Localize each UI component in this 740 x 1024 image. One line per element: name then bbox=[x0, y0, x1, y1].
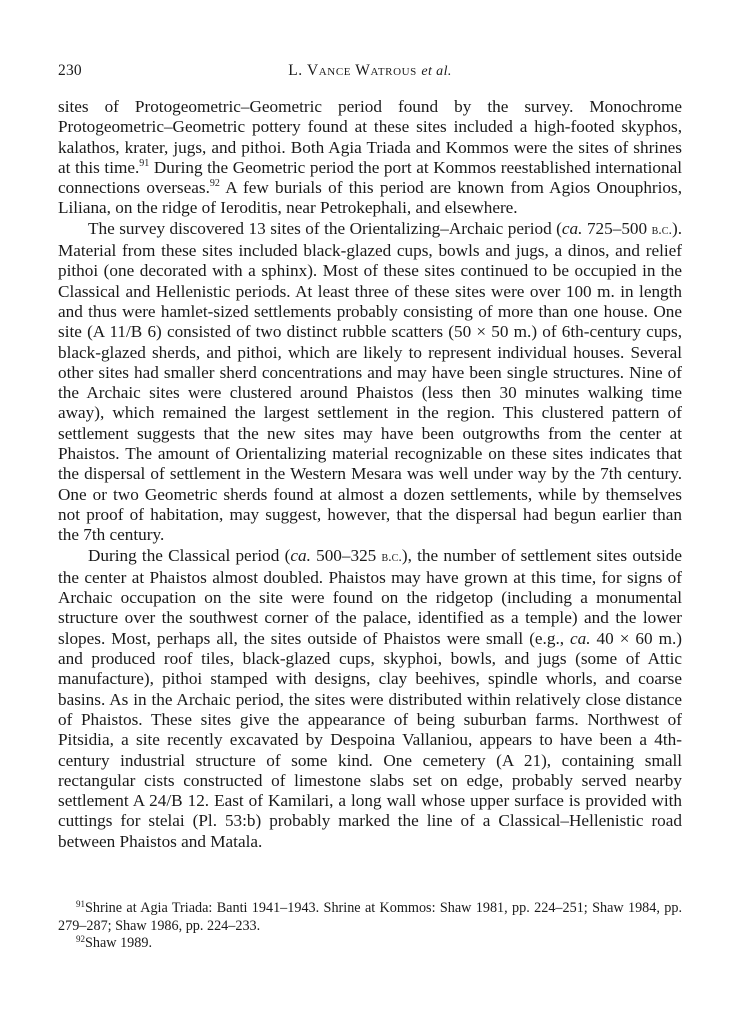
footnote-text: Shaw 1989. bbox=[85, 935, 152, 951]
footnote-ref-92: 92 bbox=[209, 178, 220, 190]
paragraph-2 bbox=[58, 219, 682, 546]
paragraph-3-text-b: 500–325 bbox=[310, 545, 382, 565]
author-name: L. Vance Watrous bbox=[288, 62, 417, 79]
running-head bbox=[58, 62, 682, 82]
era-abbrev: b.c. bbox=[381, 549, 402, 565]
paragraph-1-text-b: During the Geometric period the port at Kommos reestablished international connections overseas. bbox=[58, 157, 682, 198]
paragraph-1 bbox=[58, 97, 682, 219]
paragraph-2-text-a: The survey discovered 13 sites of the Orientalizing–Archaic period ( bbox=[88, 218, 562, 238]
circa-abbrev: ca. bbox=[561, 218, 583, 238]
paragraph-1-text-a: sites of Protogeometric–Geometric period found by the survey. Monochrome Protogeometric–Geometric pottery found at these sites included a high-footed skyphos, kalathos, krater, jugs, and pithoi. Both Agia Triada and Kommos were the sites of shrines at this time. bbox=[58, 97, 682, 177]
paragraph-2-text-b: 725–500 bbox=[582, 218, 652, 238]
paragraph-1-text-c: A few burials of this period are known from Agios Onouphrios, Liliana, on the ridge of Ieroditis, near Petrokephali, and elsewhere. bbox=[58, 178, 682, 218]
footnote-ref-91: 91 bbox=[139, 157, 150, 169]
footnotes bbox=[58, 900, 682, 953]
paragraph-2-text-c: ). Material from these sites included black-glazed cups, bowls and jugs, a dinos, and relief pithoi (one decorated with a sphinx). Most of these sites continued to be occupied in the Classical and Hellenistic periods. At least three of these sites were over 100 m. in length and thus were hamlet-sized settlements probably consisting of more than one house. One site (A 11/B 6) consisted of two distinct rubble scatters (50 × 50 m.) of 6th-century cups, black-glazed sherds, and pithoi, which are likely to represent individual houses. Several other sites had smaller sherd concentrations and may have been single structures. Nine of the Archaic sites were clustered around Phaistos (less then 30 minutes walking time away), which remained the largest settlement in the region. This clustered pattern of settlement suggests that the new sites may have been outgrowths from the center at Phaistos. The amount of Orientalizing material recognizable on these sites indicates that the dispersal of settlement in the Western Mesara was well under way by the 7th century. One or two Geometric sherds found at almost a dozen settlements, while by themselves not proof of habitation, may suggest, however, that the dispersal had begun earlier than the 7th century. bbox=[58, 218, 682, 545]
circa-abbrev: ca. bbox=[290, 545, 311, 565]
paragraph-3 bbox=[58, 546, 682, 852]
footnote-number: 91 bbox=[76, 899, 85, 909]
circa-abbrev: ca. bbox=[570, 628, 591, 648]
author-et-al: et al. bbox=[421, 64, 452, 79]
era-abbrev: b.c. bbox=[651, 222, 672, 238]
paragraph-3-text-c: ), the number of settlement sites outside the center at Phaistos almost doubled. Phaistos may have grown at this time, for signs of Archaic occupation on the site were found on the ridgetop (including a monumental structure over the southwest corner of the palace, identified as a temple) and the lower slopes. Most, perhaps all, the sites outside of Phaistos were small (e.g., bbox=[58, 545, 682, 648]
footnote-91 bbox=[58, 900, 682, 935]
page-number: 230 bbox=[58, 62, 82, 79]
author-running-title bbox=[58, 62, 682, 80]
footnote-text: Shrine at Agia Triada: Banti 1941–1943. Shrine at Kommos: Shaw 1981, pp. 224–251; Shaw 1984, pp. 279–287; Shaw 1986, pp. 224–233. bbox=[58, 900, 682, 934]
footnote-number: 92 bbox=[76, 934, 85, 944]
paragraph-3-text-d: 40 × 60 m.) and produced roof tiles, black-glazed cups, skyphoi, bowls, and jugs (some of Attic manufacture), pithoi stamped with designs, clay beehives, spindle whorls, and coarse basins. As in the Archaic period, the sites were distributed within relatively close distance of Phaistos. These sites give the appearance of being suburban farms. Northwest of Pitsidia, a site recently excavated by Despoina Vallaniou, appears to have been a 4th-century industrial structure of some kind. One cemetery (A 21), containing small rectangular cists constructed of limestone slabs set on edge, probably served nearby settlement A 24/B 12. East of Kamilari, a long wall whose upper surface is provided with cuttings for stelai (Pl. 53:b) probably marked the line of a Classical–Hellenistic road between Phaistos and Matala. bbox=[58, 628, 682, 851]
paragraph-3-text-a: During the Classical period ( bbox=[88, 545, 291, 565]
body-text bbox=[58, 97, 682, 852]
footnote-92 bbox=[58, 935, 682, 953]
